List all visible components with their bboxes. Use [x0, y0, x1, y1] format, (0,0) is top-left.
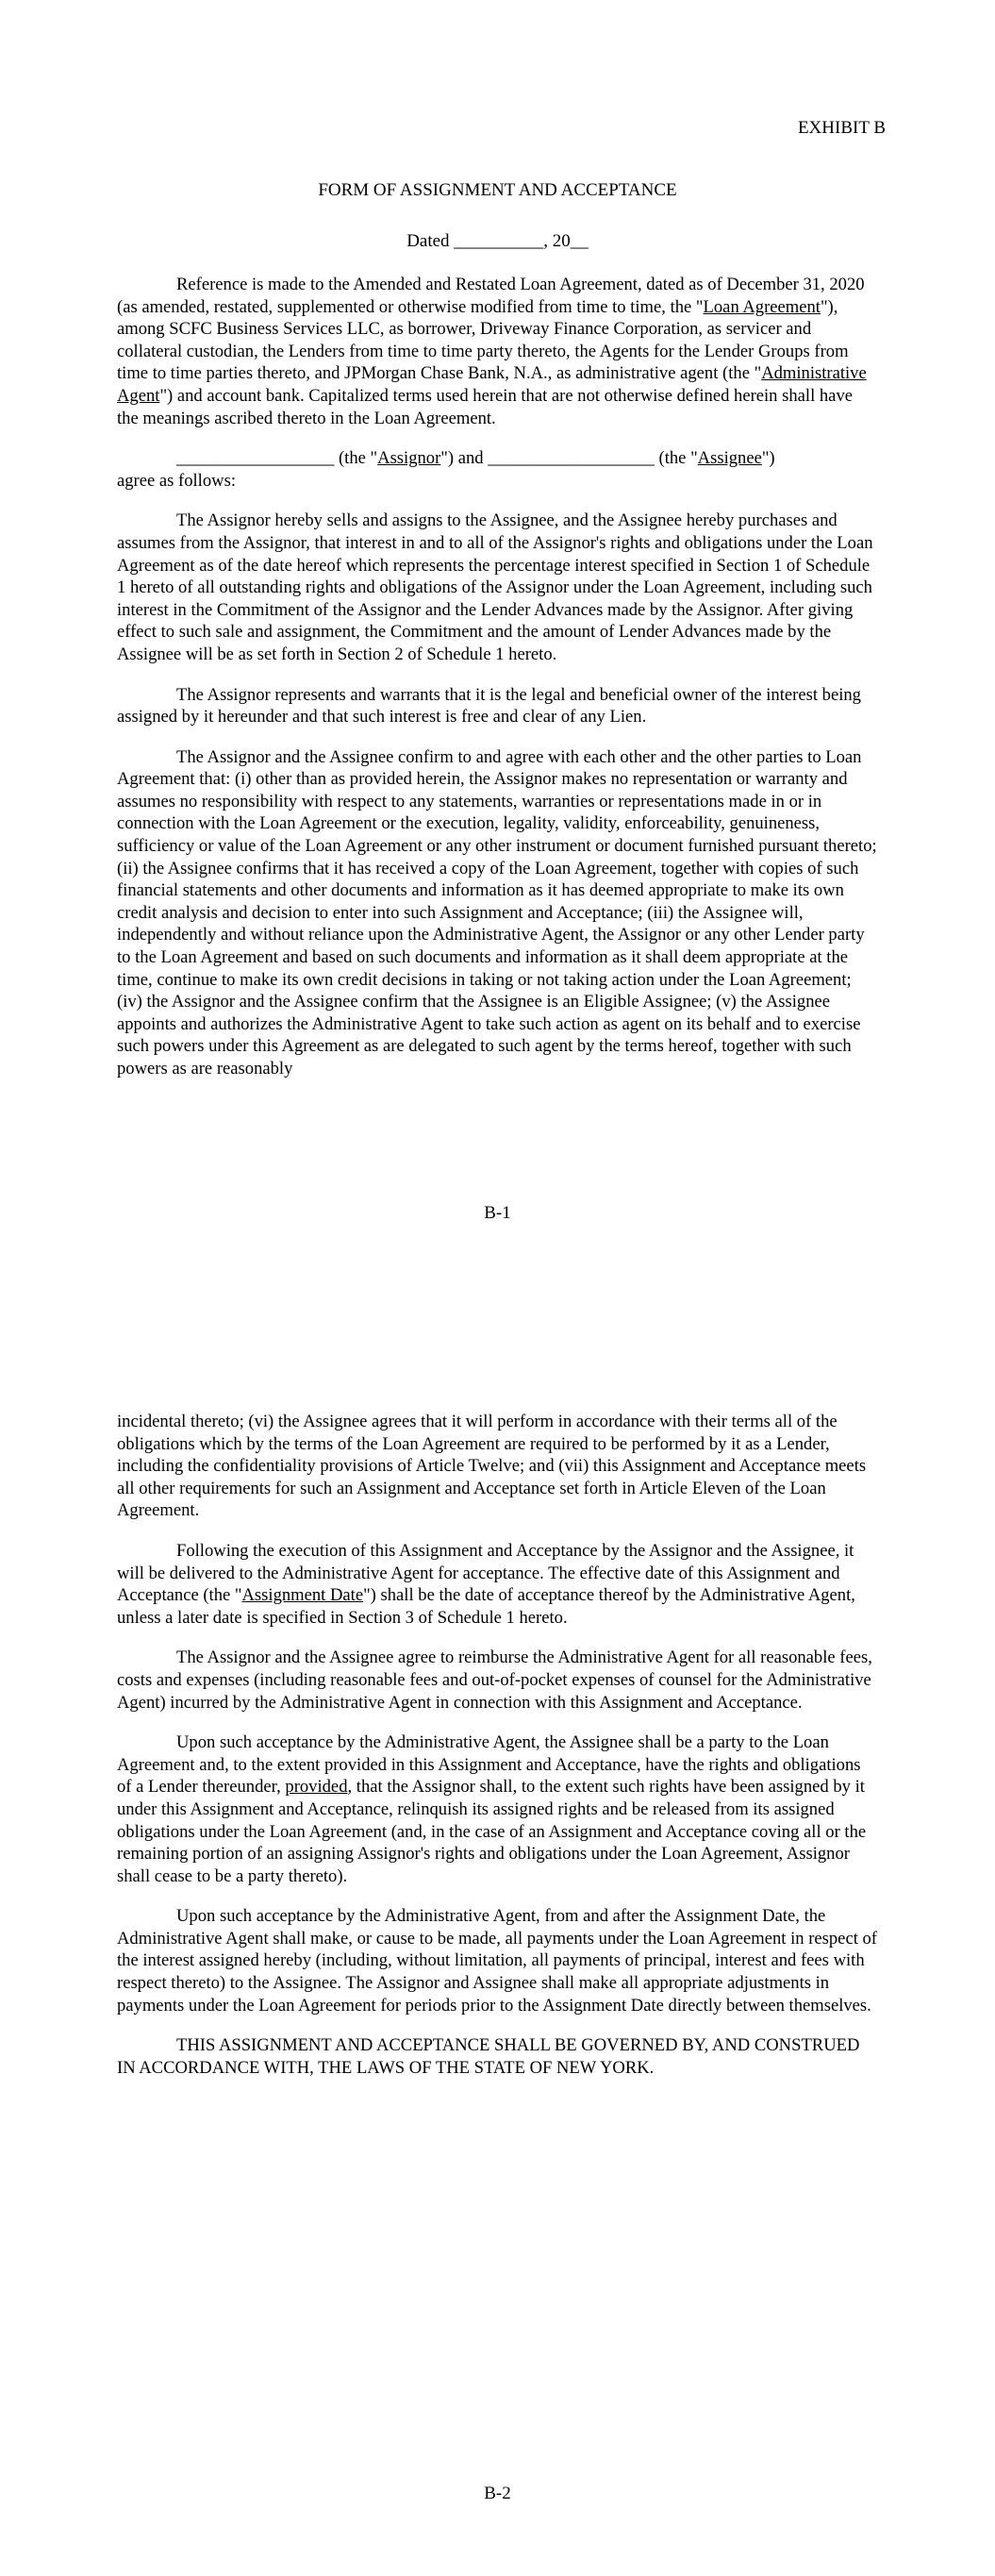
parties-line	[117, 447, 878, 492]
assignee-blank: ") and ___________________ (the "	[440, 448, 698, 469]
page-number: B-2	[484, 2484, 511, 2503]
form-title: FORM OF ASSIGNMENT AND ACCEPTANCE	[318, 180, 677, 200]
paragraph-reimbursement: The Assignor and the Assignee agree to reimburse the Administrative Agent for all reasonable fees, costs and expenses (including reasonable fees and out-of-pocket expenses of counsel for the Administrative Agent) incurred by the Administrative Agent in connection with this Assignment and Acceptance.	[117, 1648, 872, 1713]
page-2-body	[117, 1411, 878, 2097]
agree-as-follows: agree as follows:	[117, 470, 236, 491]
defined-term-assignee: Assignee	[697, 448, 762, 469]
defined-term-provided: provided	[285, 1777, 348, 1798]
paragraph-continuation: incidental thereto; (vi) the Assignee agrees that it will perform in accordance with their terms all of the obligations which by the terms of the Loan Agreement are required to be performed by it as a Lender, including the confidentiality provisions of Article Twelve; and (vii) this Assignment and Acceptance meets all other requirements for such an Assignment and Acceptance set forth in Article Eleven of the Loan Agreement.	[117, 1412, 867, 1521]
paragraph-text: , that the Assignor shall, to the extent such rights have been assigned by it under this Assignment and Acceptance, relinquish its assigned rights and be released from its assigned obligations under the Loan Agreement (and, in the case of an Assignment and Acceptance coving all or the remaining portion of an assigning Assignor's rights and obligations under the Loan Agreement, Assignor shall cease to be a party thereto).	[117, 1777, 867, 1886]
defined-term-assignor: Assignor	[377, 448, 441, 469]
page-number: B-1	[484, 1203, 511, 1223]
defined-term-loan-agreement: Loan Agreement	[703, 296, 821, 317]
paragraph-text: "), among SCFC Business Services LLC, as borrower, Driveway Finance Corporation, as servicer and collateral custodian, the Lenders from time to time party thereto, the Agents for the Lender Groups from time to time parties thereto, and JPMorgan Chase Bank, N.A., as administrative agent (the "	[117, 296, 849, 384]
defined-term-administrative-agent: Administrative Agent	[117, 363, 867, 406]
page-1-body	[117, 274, 878, 1098]
paragraph-text: Upon such acceptance by the Administrative Agent, the Assignee shall be a party to the Loan Agreement and, to the extent provided in this Assignment and Acceptance, have the rights and obligations of a Lender thereunder,	[117, 1732, 861, 1798]
paragraph-assignment: The Assignor hereby sells and assigns to the Assignee, and the Assignee hereby purchases and assumes from the Assignor, that interest in and to all of the Assignor's rights and obligations under the Loan Agreement as of the date hereof which represents the percentage interest specified in Section 1 of Schedule 1 hereto of all outstanding rights and obligations of the Assignor under the Loan Agreement, including such interest in the Commitment of the Assignor and the Lender Advances made by the Assignor. After giving effect to such sale and assignment, the Commitment and the amount of Lender Advances made by the Assignee will be as set forth in Section 2 of Schedule 1 hereto.	[117, 510, 873, 664]
paragraph-confirmations: The Assignor and the Assignee confirm to and agree with each other and the other parties to Loan Agreement that: (i) other than as provided herein, the Assignor makes no representation or warranty and assumes no responsibility with respect to any statements, warranties or representations made in or in connection with the Loan Agreement or the execution, legality, validity, enforceability, genuineness, sufficiency or value of the Loan Agreement or any other instrument or document furnished pursuant thereto; (ii) the Assignee confirms that it has received a copy of the Loan Agreement, together with copies of such financial statements and other documents and information as it has deemed appropriate to make its own credit analysis and decision to enter into such Assignment and Acceptance; (iii) the Assignee will, independently and without reliance upon the Administrative Agent, the Assignor or any other Lender party to the Loan Agreement and based on such documents and information as it shall deem appropriate at the time, continue to make its own credit decisions in taking or not taking action under the Loan Agreement; (iv) the Assignor and the Assignee confirm that the Assignee is an Eligible Assignee; (v) the Assignee appoints and authorizes the Administrative Agent to take such action as agent on its behalf and to exercise such powers under this Agreement as are delegated to such agent by the terms hereof, together with such powers as are reasonably	[117, 746, 877, 1079]
exhibit-label: EXHIBIT B	[797, 118, 886, 138]
document-page-2	[0, 1288, 995, 2576]
paragraph-text: ") shall be the date of acceptance thereof by the Administrative Agent, unless a later date is specified in Section 3 of Schedule 1 hereto.	[117, 1585, 855, 1628]
paragraph-reference	[117, 274, 878, 429]
paragraph-text: Reference is made to the Amended and Restated Loan Agreement, dated as of December 31, 2020 (as amended, restated, supplemented or otherwise modified from time to time, the "	[117, 275, 865, 317]
assignor-blank: __________________ (the "	[176, 448, 378, 469]
paragraph-payments: Upon such acceptance by the Administrative Agent, from and after the Assignment Date, the Administrative Agent shall make, or cause to be made, all payments under the Loan Agreement in respect of the interest assigned hereby (including, without limitation, all payments of principal, interest and fees with respect thereto) to the Assignee. The Assignor and Assignee shall make all appropriate adjustments in payments under the Loan Agreement for periods prior to the Assignment Date directly between themselves.	[117, 1906, 877, 2016]
paragraph-text: ") and account bank. Capitalized terms used herein that are not otherwise defined herein shall have the meanings ascribed thereto in the Loan Agreement.	[117, 385, 853, 428]
paragraph-effective-date	[117, 1540, 878, 1629]
defined-term-assignment-date: Assignment Date	[241, 1585, 364, 1606]
paragraph-acceptance	[117, 1731, 878, 1887]
parties-close: ")	[761, 448, 775, 469]
paragraph-representation: The Assignor represents and warrants that it is the legal and beneficial owner of the interest being assigned by it hereunder and that such interest is free and clear of any Lien.	[117, 684, 861, 728]
dated-line: Dated __________, 20__	[406, 231, 589, 251]
paragraph-governing-law: THIS ASSIGNMENT AND ACCEPTANCE SHALL BE GOVERNED BY, AND CONSTRUED IN ACCORDANCE WITH, THE LAWS OF THE STATE OF NEW YORK.	[117, 2035, 860, 2078]
paragraph-text: Following the execution of this Assignment and Acceptance by the Assignor and the Assignee, it will be delivered to the Administrative Agent for acceptance. The effective date of this Assignment and Acceptance (the "	[117, 1540, 854, 1606]
